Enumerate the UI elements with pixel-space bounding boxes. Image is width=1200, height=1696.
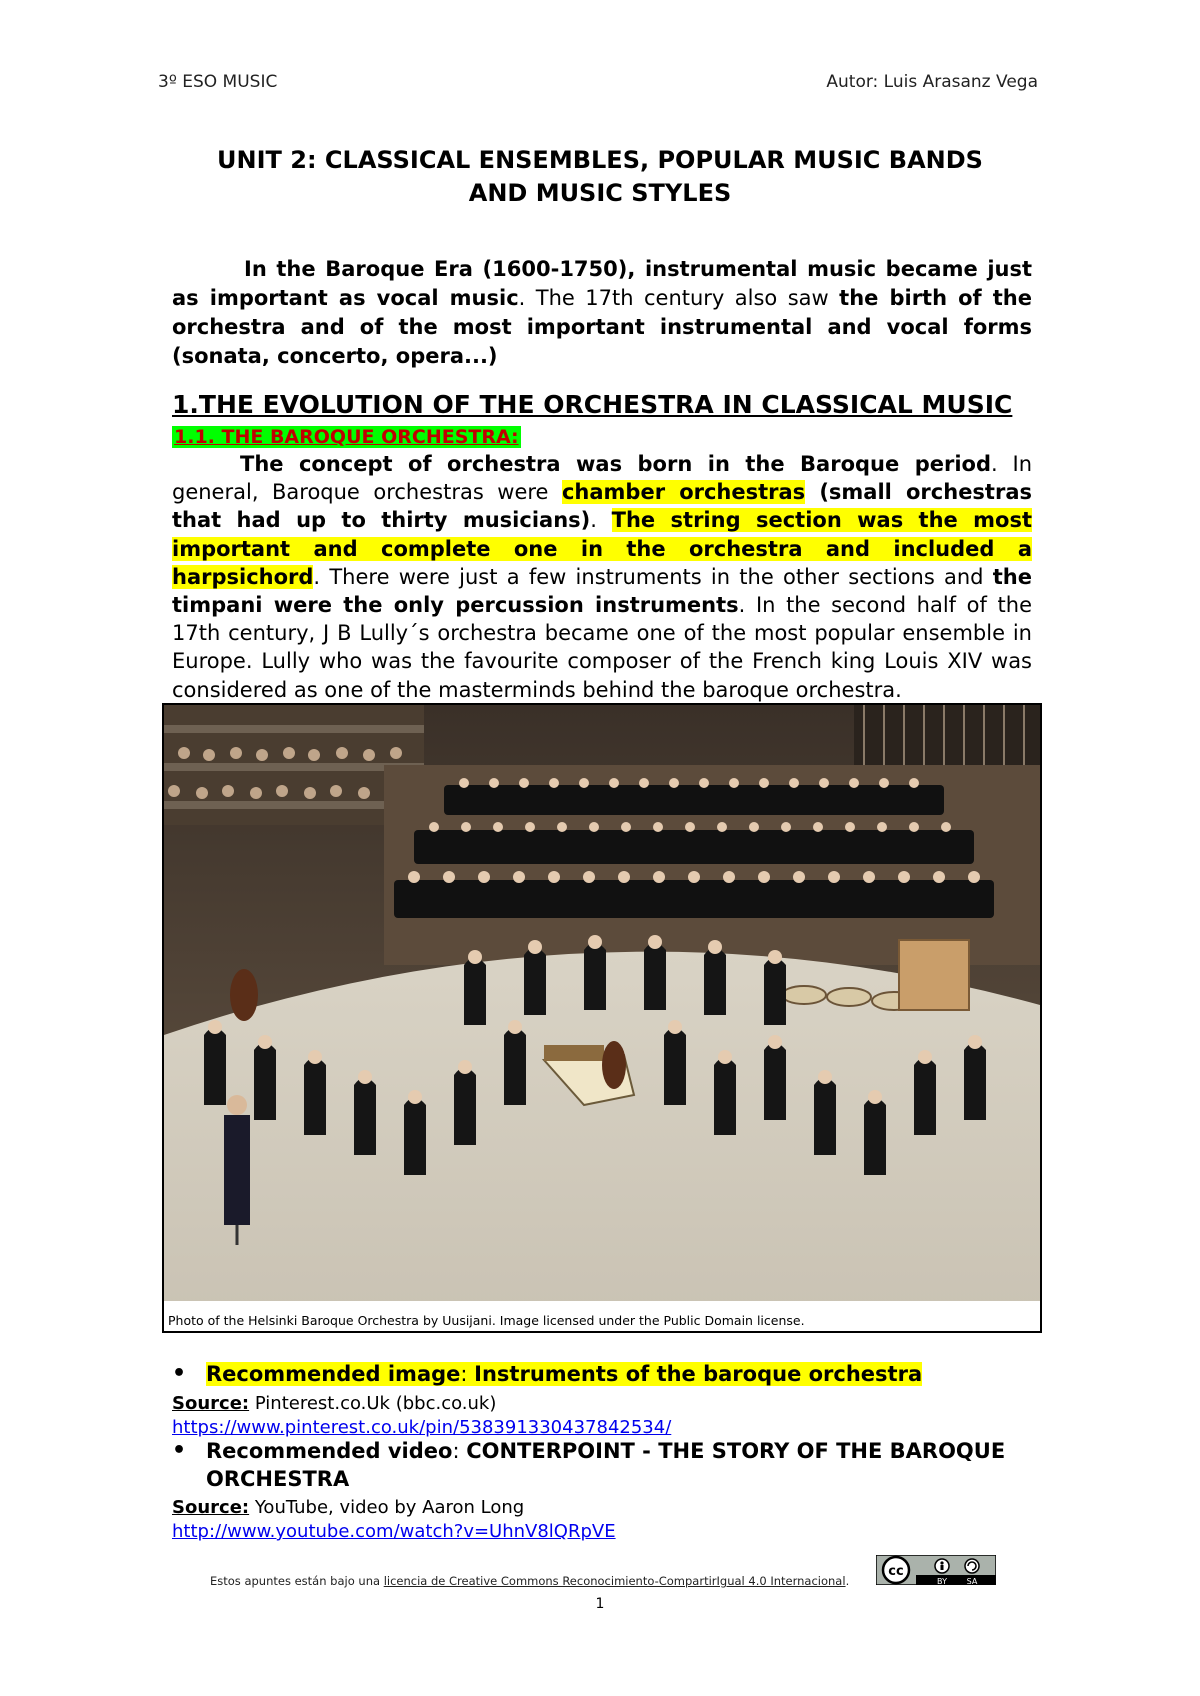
photo-caption-a: Photo of the Helsinki Baroque Orchestra by Uusijani — [168, 1313, 492, 1328]
rec1-sep: : — [460, 1362, 475, 1386]
cc-badge-text: cc — [888, 1564, 904, 1579]
rec2-source-text: YouTube, video by Aaron Long — [249, 1497, 525, 1518]
body-t3: chamber orchestras — [561, 480, 806, 505]
organ — [899, 940, 969, 1010]
rec2-source-label: Source: — [172, 1497, 250, 1518]
intro-bold-a: In the Baroque Era (1600-1750), instrumental music became just as important as vocal music — [172, 257, 1032, 310]
intro-plain-a: . The 17th century also saw — [518, 286, 840, 310]
body-t4: (small orchestras that had up to thirty musicians) — [172, 480, 1032, 533]
bullet-icon: • — [172, 1361, 187, 1386]
intro-bold-b: the birth of the orchestra and of the most important instrumental and vocal forms (sonata, concerto, opera...) — [172, 286, 1032, 368]
rec1-label: Recommended image — [206, 1362, 461, 1386]
title-line-1: UNIT 2: CLASSICAL ENSEMBLES, POPULAR MUSIC BANDS — [217, 146, 983, 174]
recommended-image-label — [206, 1362, 922, 1386]
rec1-title: Instruments of the baroque orchestra — [474, 1362, 923, 1386]
photo-caption — [168, 1313, 805, 1328]
body-t8: the timpani were the only percussion instruments — [172, 564, 1032, 618]
rec2-link[interactable]: http://www.youtube.com/watch?v=UhnV8lQRpVE — [172, 1521, 616, 1542]
rec1-link[interactable]: https://www.pinterest.co.uk/pin/538391330437842534/ — [172, 1417, 672, 1438]
cc-by-sa-badge-icon[interactable] — [876, 1555, 996, 1585]
photo-caption-b: . Image licensed under the Public Domain license. — [491, 1313, 805, 1328]
body-t7: . There were just a few instruments in the other sections and — [313, 564, 993, 589]
page-title — [0, 144, 1200, 210]
license-note-b: . — [845, 1574, 850, 1588]
rec1-source — [172, 1392, 496, 1416]
cc-sa-text: SA — [966, 1577, 978, 1585]
title-line-2: AND MUSIC STYLES — [468, 179, 732, 207]
cc-badge-graphic — [876, 1555, 996, 1585]
choir-risers — [384, 765, 1040, 965]
orchestra-photo-illustration — [164, 705, 1040, 1331]
cc-by-text: BY — [937, 1577, 947, 1585]
rec2-title: CONTERPOINT - THE STORY OF THE BAROQUE ORCHESTRA — [206, 1439, 1006, 1491]
body-t2: . In general, Baroque orchestras were — [172, 452, 1033, 505]
rec2-sep: : — [452, 1439, 467, 1463]
rec1-source-label: Source: — [172, 1393, 250, 1414]
header-left: 3º ESO MUSIC — [158, 72, 278, 92]
body-t9: . In the second half of the 17th century, J B Lully´s orchestra became one of the most popular ensemble in Europe. Lully who was the favourite composer of the French king Louis XIV was considered as one of the masterminds behind the baroque orchestra. — [172, 593, 1032, 702]
header-right: Autor: Luis Arasanz Vega — [826, 72, 1038, 92]
body-t6: The string section was the most important and complete one in the orchestra and included a harpsichord — [172, 508, 1032, 589]
section-heading: 1.THE EVOLUTION OF THE ORCHESTRA IN CLASSICAL MUSIC — [172, 390, 1013, 419]
rec2-source — [172, 1496, 524, 1520]
orchestra-photo — [162, 703, 1042, 1333]
body-t5: . — [590, 508, 612, 533]
conductor — [224, 1095, 250, 1245]
license-note — [210, 1574, 849, 1588]
body-t1: The concept of orchestra was born in the Baroque period — [240, 452, 991, 476]
section-body — [172, 450, 1032, 704]
license-link[interactable]: licencia de Creative Commons Reconocimiento-CompartirIgual 4.0 Internacional — [383, 1574, 846, 1588]
recommended-image-item — [172, 1360, 923, 1388]
page-number: 1 — [595, 1596, 605, 1612]
license-note-a: Estos apuntes están bajo una — [210, 1574, 384, 1588]
sub-heading: 1.1. THE BAROQUE ORCHESTRA: — [174, 426, 519, 448]
recommended-video-item — [172, 1437, 1032, 1493]
bullet-icon: • — [172, 1438, 187, 1463]
intro-paragraph — [172, 255, 1032, 371]
rec1-source-text: Pinterest.co.Uk (bbc.co.uk) — [249, 1393, 497, 1414]
rec2-label: Recommended video — [206, 1439, 453, 1463]
